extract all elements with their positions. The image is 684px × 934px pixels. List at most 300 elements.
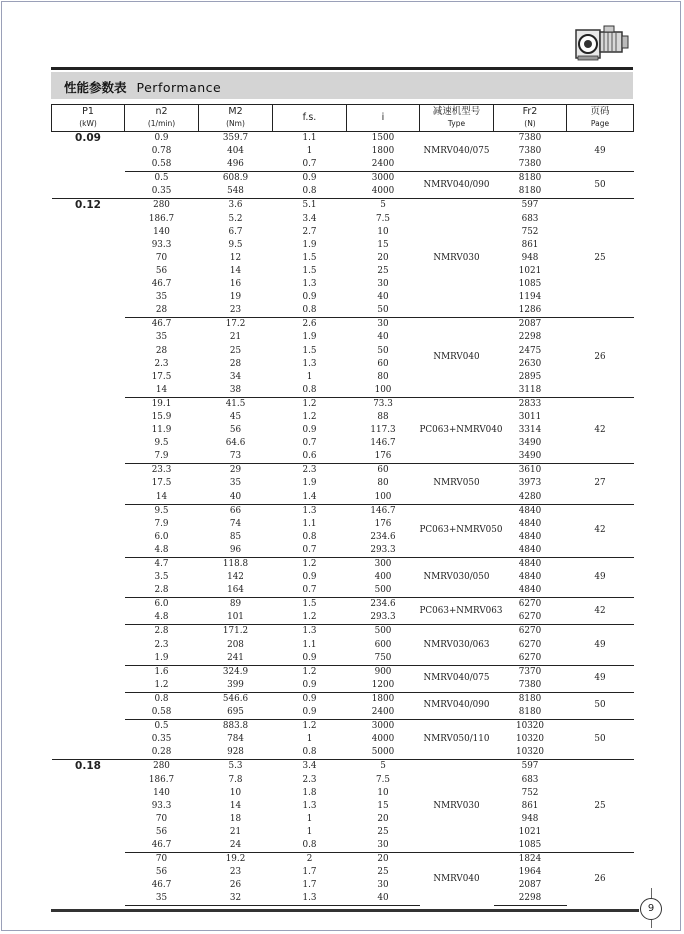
cell-n2: 70 (155, 252, 168, 263)
table-row (52, 213, 634, 226)
cell-fs: 5.1 (273, 199, 347, 213)
table-row (52, 278, 634, 291)
table-row (52, 558, 634, 572)
cell-fs: 0.6 (302, 451, 317, 462)
cell-ratio: 5000 (371, 747, 395, 758)
col-header-p1: P1 (kW) (52, 105, 125, 132)
cell-m2: 41.5 (199, 397, 273, 411)
cell-m2: 40 (229, 491, 242, 502)
cell-fs: 0.8 (302, 839, 317, 850)
cell-n2: 280 (125, 199, 199, 213)
cell-n2: 4.8 (154, 612, 169, 623)
cell-m2: 21 (229, 332, 242, 343)
cell-type: PC063+NMRV050 (420, 504, 494, 557)
cell-fr2: 8180 (518, 186, 542, 197)
cell-m2: 164 (227, 585, 244, 596)
cell-m2: 66 (199, 504, 273, 518)
cell-m2: 74 (229, 518, 242, 529)
cell-fs: 1.5 (302, 345, 317, 356)
cell-fs: 0.7 (302, 438, 317, 449)
cell-n2: 0.35 (151, 734, 172, 745)
cell-fs: 0.9 (302, 652, 317, 663)
cell-fr2: 1964 (518, 867, 542, 878)
cell-n2: 2.8 (154, 585, 169, 596)
cell-n2: 93.3 (151, 239, 172, 250)
cell-m2: 101 (227, 612, 244, 623)
cell-ratio: 176 (374, 518, 392, 529)
cell-m2: 73 (229, 451, 242, 462)
cell-n2: 93.3 (151, 800, 172, 811)
col-header-fr2: Fr2 (N) (494, 105, 567, 132)
cell-fr2: 2895 (518, 371, 542, 382)
cell-p1: 0.09 (52, 132, 125, 199)
cell-ratio: 10 (377, 787, 389, 798)
cell-n2: 0.8 (125, 692, 199, 706)
cell-fr2: 3490 (518, 451, 542, 462)
cell-m2: 45 (229, 411, 242, 422)
cell-type: NMRV040/090 (420, 692, 494, 719)
cell-fr2: 861 (521, 800, 539, 811)
cell-ratio: 100 (374, 384, 392, 395)
cell-fs: 3.4 (302, 213, 317, 224)
cell-n2: 35 (155, 332, 168, 343)
footer-rule (51, 909, 639, 912)
cell-ratio: 900 (347, 665, 420, 679)
table-row (52, 760, 634, 774)
cell-fr2: 6270 (494, 598, 567, 612)
cell-fr2: 3118 (518, 384, 542, 395)
cell-p1: 0.18 (52, 760, 125, 906)
cell-m2: 16 (229, 279, 242, 290)
cell-fr2: 8180 (494, 172, 567, 186)
cell-m2: 324.9 (199, 665, 273, 679)
cell-fs: 1.9 (302, 478, 317, 489)
cell-ratio: 40 (377, 292, 389, 303)
cell-fs: 1.4 (302, 491, 317, 502)
cell-ratio: 80 (377, 371, 389, 382)
cell-type: NMRV030/050 (420, 558, 494, 598)
table-row (52, 611, 634, 625)
cell-m2: 21 (229, 826, 242, 837)
table-row (52, 679, 634, 693)
cell-fr2: 6270 (494, 625, 567, 639)
table-row (52, 839, 634, 853)
cell-m2: 19.2 (199, 853, 273, 867)
cell-m2: 35 (229, 478, 242, 489)
cell-page: 49 (567, 558, 634, 598)
cell-ratio: 15 (377, 800, 389, 811)
cell-n2: 1.6 (125, 665, 199, 679)
cell-page: 49 (567, 665, 634, 692)
cell-m2: 12 (229, 252, 242, 263)
cell-fs: 1.5 (273, 598, 347, 612)
cell-fs: 1.2 (273, 397, 347, 411)
cell-type: PC063+NMRV063 (420, 598, 494, 625)
cell-fr2: 6270 (518, 652, 542, 663)
cell-fr2: 2833 (494, 397, 567, 411)
cell-ratio: 5 (347, 760, 420, 774)
cell-m2: 784 (227, 734, 244, 745)
table-row (52, 639, 634, 652)
cell-n2: 56 (155, 867, 168, 878)
section-title-cn: 性能参数表 (64, 80, 127, 95)
table-row (52, 813, 634, 826)
table-row (52, 464, 634, 478)
cell-m2: 38 (229, 384, 242, 395)
cell-n2: 15.9 (151, 411, 172, 422)
cell-m2: 171.2 (199, 625, 273, 639)
cell-ratio: 146.7 (347, 504, 420, 518)
cell-n2: 2.8 (125, 625, 199, 639)
cell-fs: 1.1 (302, 639, 317, 650)
cell-fr2: 2630 (518, 358, 542, 369)
cell-m2: 208 (227, 639, 244, 650)
cell-type: NMRV030 (420, 760, 494, 853)
table-row (52, 450, 634, 464)
page-number: 9 (640, 898, 662, 920)
cell-page: 26 (567, 318, 634, 398)
cell-page: 42 (567, 598, 634, 625)
table-row (52, 358, 634, 371)
cell-fs: 1.9 (302, 239, 317, 250)
cell-fs: 0.8 (302, 384, 317, 395)
table-row (52, 733, 634, 746)
cell-fs: 1.3 (302, 358, 317, 369)
cell-fr2: 3314 (518, 425, 542, 436)
cell-ratio: 3000 (347, 720, 420, 734)
cell-type: NMRV050 (420, 464, 494, 504)
cell-n2: 11.9 (151, 425, 172, 436)
cell-ratio: 2400 (371, 159, 395, 170)
cell-ratio: 20 (377, 813, 389, 824)
cell-fs: 1.5 (302, 252, 317, 263)
cell-fr2: 6270 (518, 639, 542, 650)
table-row (52, 746, 634, 760)
cell-fs: 2.7 (302, 226, 317, 237)
cell-fs: 1 (306, 371, 313, 382)
cell-fs: 0.7 (302, 585, 317, 596)
cell-n2: 7.9 (154, 518, 169, 529)
table-row (52, 132, 634, 146)
cell-m2: 359.7 (199, 132, 273, 146)
cell-n2: 4.7 (125, 558, 199, 572)
cell-fr2: 8180 (518, 707, 542, 718)
cell-ratio: 750 (374, 652, 392, 663)
cell-fr2: 7380 (518, 679, 542, 690)
cell-fs: 0.9 (302, 572, 317, 583)
cell-n2: 46.7 (151, 279, 172, 290)
table-row (52, 437, 634, 450)
cell-type: NMRV030/063 (420, 625, 494, 665)
cell-m2: 28 (229, 358, 242, 369)
cell-ratio: 176 (374, 451, 392, 462)
header-rule (51, 67, 633, 70)
cell-fr2: 4840 (518, 585, 542, 596)
cell-ratio: 4000 (371, 734, 395, 745)
cell-ratio: 1500 (347, 132, 420, 146)
table-row (52, 304, 634, 318)
cell-type: NMRV040 (420, 318, 494, 398)
cell-m2: 32 (199, 892, 273, 906)
cell-fr2: 8180 (494, 692, 567, 706)
table-row (52, 665, 634, 679)
cell-fr2: 3973 (518, 478, 542, 489)
cell-m2: 14 (229, 265, 242, 276)
cell-ratio: 80 (377, 478, 389, 489)
table-row (52, 252, 634, 265)
cell-ratio: 600 (374, 639, 392, 650)
cell-page: 49 (567, 132, 634, 172)
table-row (52, 145, 634, 158)
table-row (52, 158, 634, 172)
cell-type: NMRV040/075 (420, 132, 494, 172)
cell-ratio: 293.3 (370, 544, 396, 555)
cell-n2: 19.1 (125, 397, 199, 411)
table-row (52, 518, 634, 531)
cell-ratio: 293.3 (370, 612, 396, 623)
cell-fr2: 752 (521, 787, 539, 798)
cell-ratio: 500 (347, 625, 420, 639)
cell-n2: 140 (153, 226, 170, 237)
cell-ratio: 50 (377, 345, 389, 356)
cell-type: PC063+NMRV040 (420, 397, 494, 463)
cell-fs: 3.4 (273, 760, 347, 774)
cell-m2: 14 (229, 800, 242, 811)
cell-page: 50 (567, 172, 634, 199)
cell-ratio: 25 (377, 265, 389, 276)
cell-type: NMRV030 (420, 199, 494, 318)
table-row (52, 172, 634, 186)
cell-fr2: 683 (521, 774, 539, 785)
cell-fs: 2.6 (273, 318, 347, 332)
table-header-row (52, 105, 634, 132)
cell-m2: 7.8 (228, 774, 243, 785)
cell-n2: 4.8 (154, 544, 169, 555)
cell-type: NMRV040 (420, 853, 494, 906)
cell-fs: 1.7 (302, 867, 317, 878)
cell-n2: 6.0 (154, 531, 169, 542)
table-row (52, 692, 634, 706)
cell-p1: 0.12 (52, 199, 125, 760)
table-row (52, 800, 634, 813)
cell-fs: 0.9 (273, 692, 347, 706)
cell-ratio: 7.5 (376, 774, 390, 785)
cell-m2: 142 (227, 572, 244, 583)
table-row (52, 239, 634, 252)
table-row (52, 504, 634, 518)
cell-n2: 23.3 (125, 464, 199, 478)
cell-m2: 3.6 (199, 199, 273, 213)
cell-n2: 3.5 (154, 572, 169, 583)
cell-ratio: 30 (377, 279, 389, 290)
cell-n2: 14 (155, 384, 168, 395)
table-row (52, 774, 634, 787)
cell-m2: 6.7 (228, 226, 243, 237)
cell-fs: 1.1 (273, 132, 347, 146)
cell-fr2: 10320 (494, 720, 567, 734)
cell-page: 25 (567, 760, 634, 853)
cell-n2: 70 (155, 813, 168, 824)
table-row (52, 491, 634, 505)
cell-ratio: 300 (347, 558, 420, 572)
cell-n2: 2.3 (154, 358, 169, 369)
cell-fs: 1 (306, 813, 313, 824)
cell-fr2: 4840 (518, 544, 542, 555)
cell-fr2: 3490 (518, 438, 542, 449)
table-row (52, 411, 634, 424)
cell-page: 25 (567, 199, 634, 318)
cell-n2: 0.58 (151, 707, 172, 718)
cell-fr2: 10320 (516, 747, 544, 758)
cell-m2: 17.2 (199, 318, 273, 332)
table-row (52, 720, 634, 734)
cell-fs: 1 (306, 734, 313, 745)
cell-m2: 5.3 (199, 760, 273, 774)
cell-n2: 0.78 (151, 146, 172, 157)
table-row (52, 892, 634, 906)
cell-fr2: 2087 (518, 880, 542, 891)
cell-n2: 2.3 (154, 639, 169, 650)
cell-page: 50 (567, 692, 634, 719)
cell-fr2: 3610 (494, 464, 567, 478)
cell-n2: 70 (125, 853, 199, 867)
cell-m2: 5.2 (228, 213, 243, 224)
table-row (52, 371, 634, 384)
cell-m2: 25 (229, 345, 242, 356)
cell-fr2: 7380 (518, 159, 542, 170)
cell-ratio: 20 (377, 252, 389, 263)
cell-fs: 1.9 (302, 332, 317, 343)
cell-m2: 399 (227, 679, 244, 690)
cell-n2: 9.5 (154, 438, 169, 449)
cell-m2: 928 (227, 747, 244, 758)
section-title-en: Performance (136, 80, 222, 95)
cell-m2: 608.9 (199, 172, 273, 186)
cell-fr2: 2087 (494, 318, 567, 332)
cell-m2: 10 (229, 787, 242, 798)
cell-ratio: 234.6 (347, 598, 420, 612)
cell-fr2: 1021 (518, 826, 542, 837)
cell-fs: 1.1 (302, 518, 317, 529)
cell-n2: 56 (155, 826, 168, 837)
cell-m2: 404 (227, 146, 244, 157)
cell-n2: 1.9 (154, 652, 169, 663)
cell-page: 49 (567, 625, 634, 665)
cell-fs: 1.7 (302, 880, 317, 891)
cell-fs: 2.3 (273, 464, 347, 478)
section-title (64, 78, 221, 96)
cell-fr2: 7380 (518, 146, 542, 157)
cell-ratio: 10 (377, 226, 389, 237)
cell-m2: 24 (229, 839, 242, 850)
cell-m2: 496 (227, 159, 244, 170)
cell-n2: 186.7 (148, 774, 175, 785)
cell-n2: 9.5 (125, 504, 199, 518)
cell-ratio: 100 (374, 491, 392, 502)
table-row (52, 291, 634, 304)
cell-page: 26 (567, 853, 634, 906)
col-header-type: 减速机型号 Type (420, 105, 494, 132)
cell-ratio: 146.7 (370, 438, 396, 449)
cell-ratio: 30 (377, 839, 389, 850)
cell-fs: 1.3 (273, 625, 347, 639)
cell-n2: 17.5 (151, 478, 172, 489)
cell-m2: 85 (229, 531, 242, 542)
cell-ratio: 88 (377, 411, 389, 422)
cell-n2: 28 (155, 305, 168, 316)
cell-m2: 548 (227, 186, 244, 197)
cell-ratio: 1800 (347, 692, 420, 706)
cell-n2: 17.5 (151, 371, 172, 382)
gear-motor-icon (574, 20, 630, 62)
cell-fs: 0.8 (302, 305, 317, 316)
cell-n2: 0.28 (151, 747, 172, 758)
cell-fr2: 7370 (494, 665, 567, 679)
cell-fs: 1.3 (273, 504, 347, 518)
cell-n2: 46.7 (125, 318, 199, 332)
table-row (52, 706, 634, 720)
cell-ratio: 400 (374, 572, 392, 583)
cell-fr2: 597 (494, 760, 567, 774)
cell-m2: 118.8 (199, 558, 273, 572)
cell-n2: 46.7 (151, 880, 172, 891)
col-header-ratio: i (347, 105, 420, 132)
cell-ratio: 1800 (371, 146, 395, 157)
col-header-fs: f.s. (273, 105, 347, 132)
cell-fs: 1.5 (302, 265, 317, 276)
cell-m2: 883.8 (199, 720, 273, 734)
cell-m2: 56 (229, 425, 242, 436)
table-row (52, 826, 634, 839)
cell-ratio: 25 (377, 867, 389, 878)
cell-fr2: 3011 (518, 411, 542, 422)
table-row (52, 185, 634, 199)
cell-fs: 1.3 (302, 279, 317, 290)
cell-fr2: 4280 (518, 491, 542, 502)
cell-fs: 0.7 (302, 159, 317, 170)
table-row (52, 331, 634, 344)
cell-fs: 0.9 (302, 425, 317, 436)
table-row (52, 318, 634, 332)
cell-ratio: 60 (347, 464, 420, 478)
cell-ratio: 30 (347, 318, 420, 332)
cell-m2: 26 (229, 880, 242, 891)
cell-n2: 0.5 (125, 172, 199, 186)
cell-ratio: 7.5 (376, 213, 390, 224)
table-row (52, 477, 634, 490)
cell-ratio: 2400 (371, 707, 395, 718)
col-header-n2: n2 (1/min) (125, 105, 199, 132)
cell-fr2: 4840 (518, 572, 542, 583)
cell-fr2: 1085 (518, 279, 542, 290)
cell-fr2: 597 (494, 199, 567, 213)
cell-fs: 1.2 (302, 411, 317, 422)
cell-fs: 1.3 (273, 892, 347, 906)
cell-fr2: 2298 (518, 332, 542, 343)
cell-n2: 28 (155, 345, 168, 356)
cell-fr2: 4840 (518, 531, 542, 542)
cell-fs: 2 (273, 853, 347, 867)
table-row (52, 226, 634, 239)
cell-fr2: 683 (521, 213, 539, 224)
table-row (52, 625, 634, 639)
cell-m2: 18 (229, 813, 242, 824)
cell-fr2: 948 (521, 813, 539, 824)
cell-fr2: 1824 (494, 853, 567, 867)
table-row (52, 199, 634, 213)
cell-page: 42 (567, 504, 634, 557)
cell-m2: 695 (227, 707, 244, 718)
